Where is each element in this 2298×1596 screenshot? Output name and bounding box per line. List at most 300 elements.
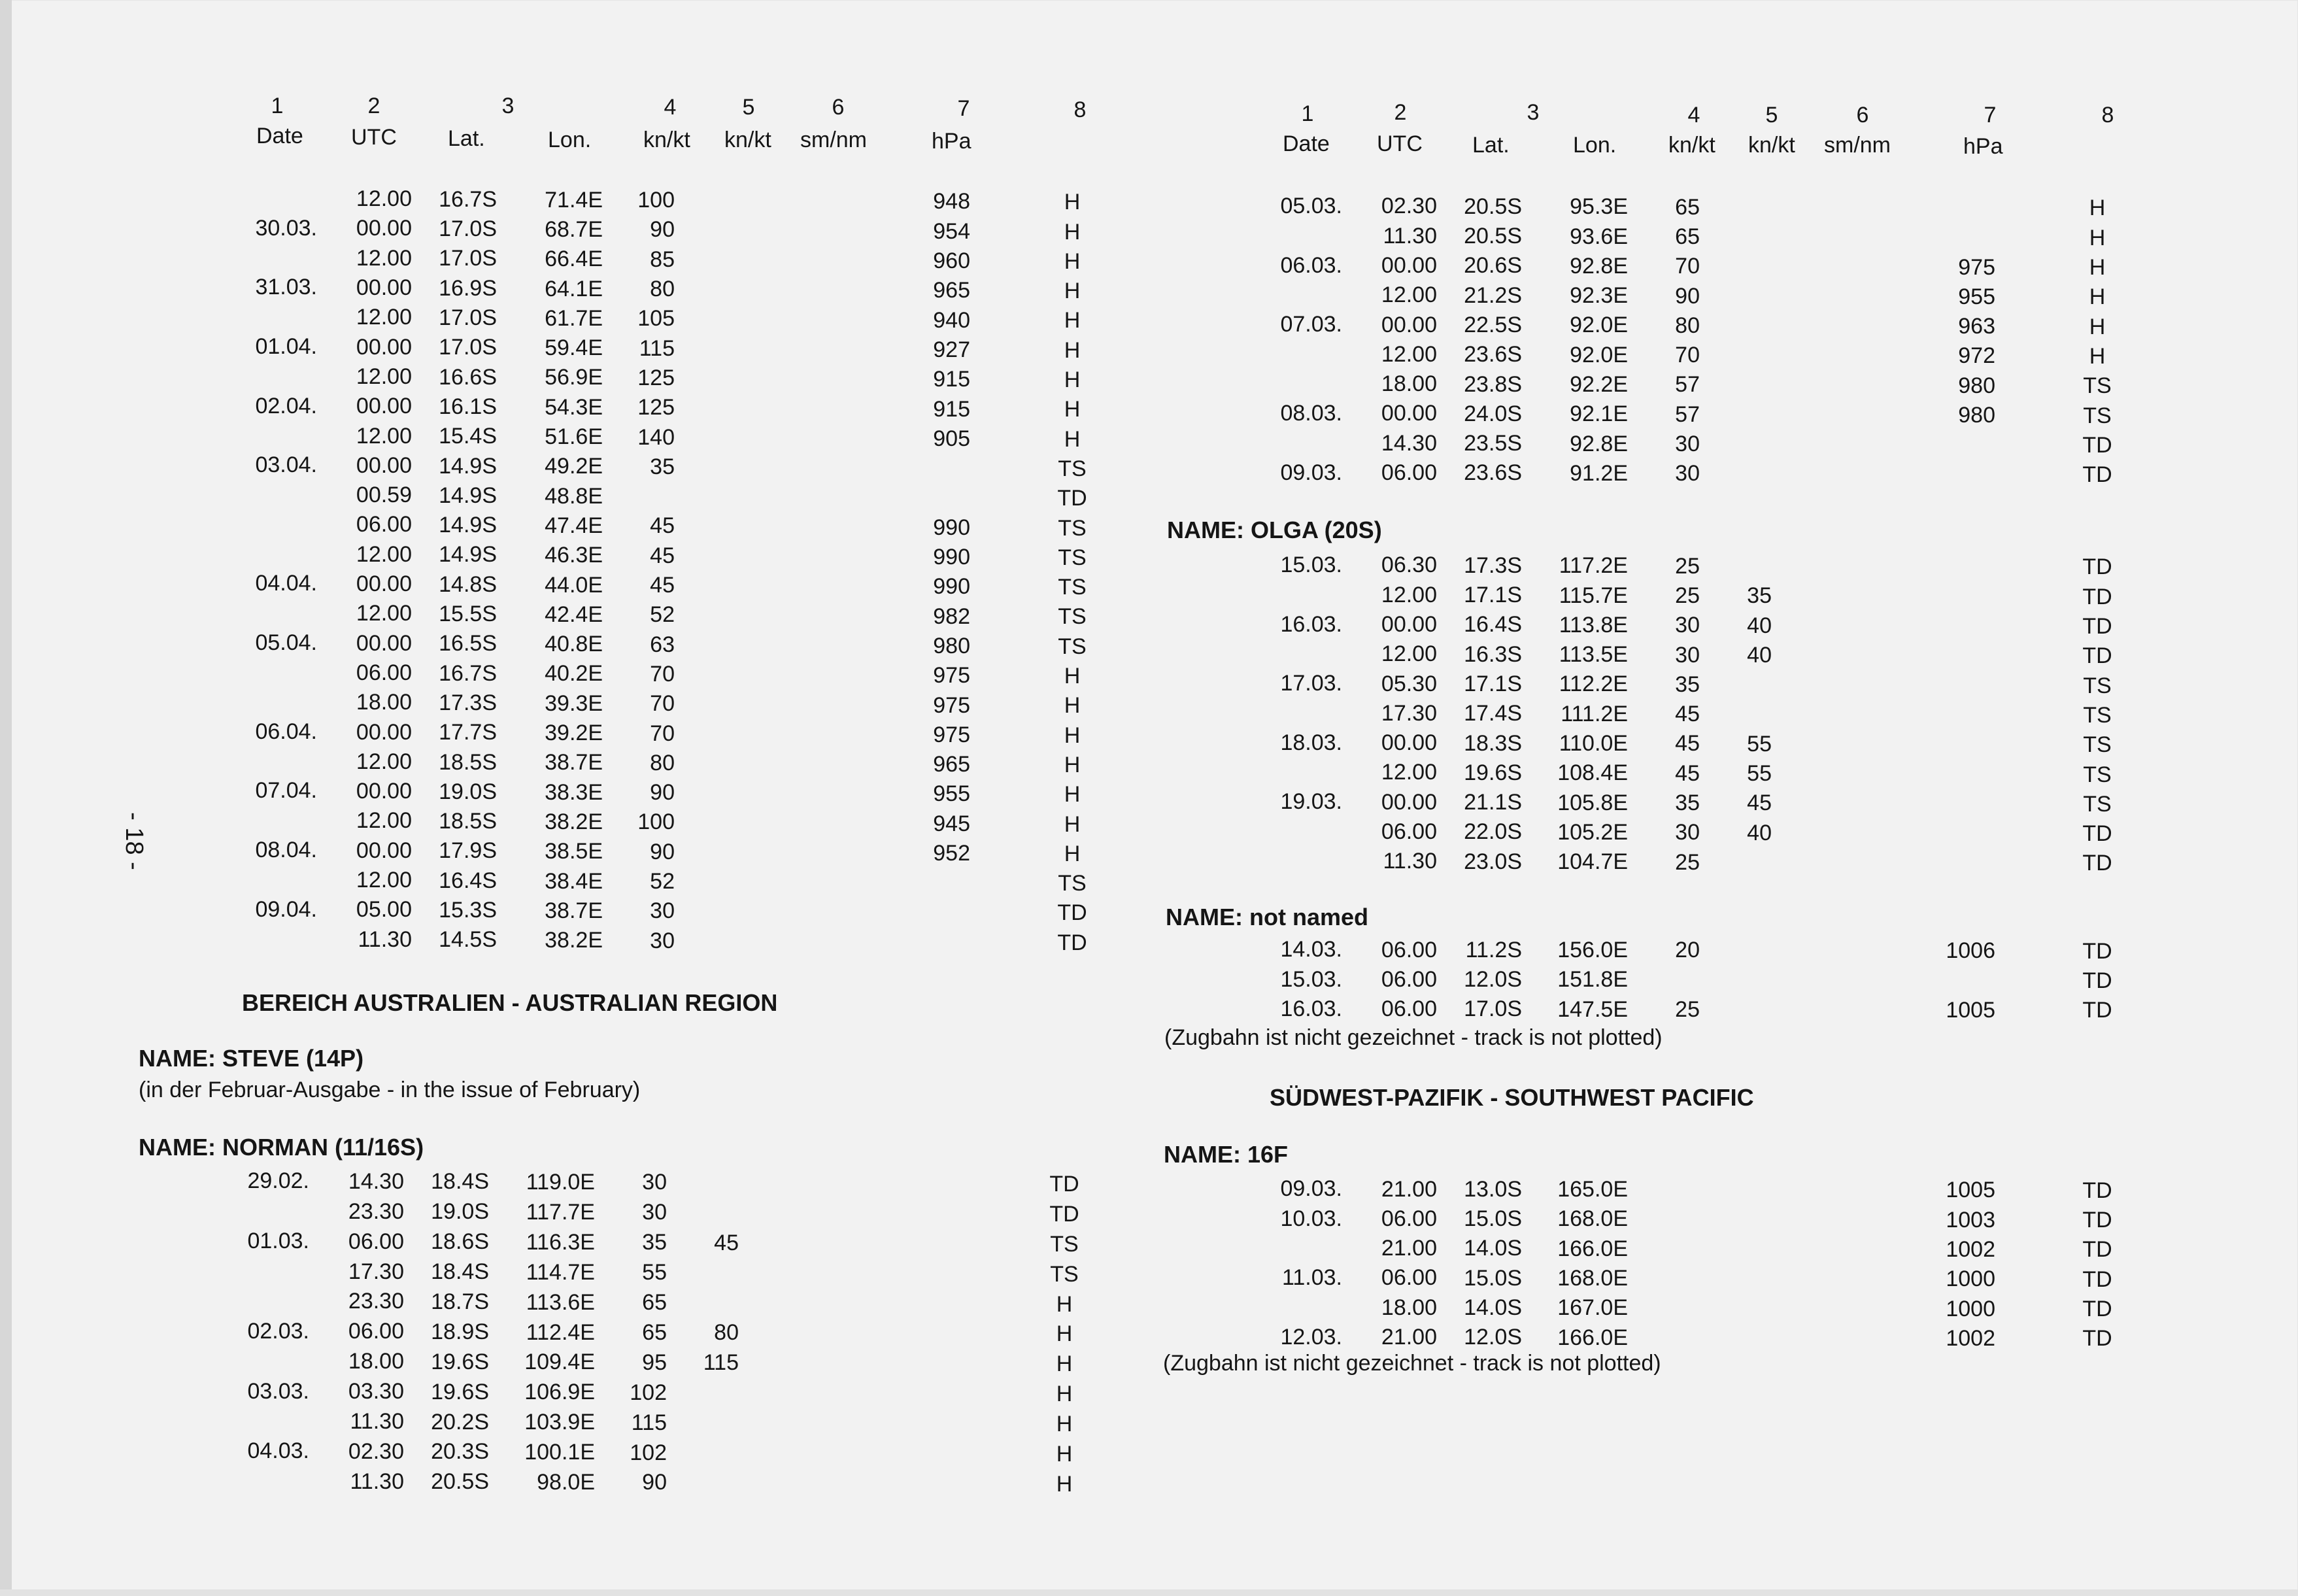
cell-utc: 06.00 (356, 660, 412, 685)
cell-wind: 30 (1675, 432, 1700, 456)
cell-lat: 15.5S (439, 602, 497, 626)
cell-utc: 06.00 (1381, 460, 1437, 486)
cell-lat: 16.6S (439, 364, 497, 390)
cell-wind: 30 (650, 928, 675, 953)
cell-gust: 45 (1747, 790, 1772, 816)
cell-pressure: 1000 (1946, 1266, 1995, 1292)
cell-utc: 23.30 (348, 1198, 404, 1224)
cell-lat: 18.3S (1464, 730, 1522, 756)
cell-pressure: 955 (933, 781, 970, 807)
cell-wind: 30 (642, 1170, 667, 1195)
cell-lat: 21.1S (1464, 790, 1522, 815)
cell-utc: 06.00 (356, 512, 412, 537)
cell-lat: 20.3S (431, 1439, 489, 1465)
cell-category: H (1064, 308, 1081, 333)
cell-lat: 17.1S (1464, 583, 1522, 608)
cell-utc: 14.30 (348, 1168, 404, 1194)
cell-utc: 00.00 (1381, 312, 1437, 337)
cell-lon: 117.7E (526, 1199, 595, 1225)
cell-wind: 57 (1675, 401, 1700, 427)
cell-lon: 104.7E (1557, 849, 1628, 875)
cell-lat: 18.4S (431, 1169, 489, 1195)
cell-lon: 98.0E (537, 1470, 595, 1495)
cell-lat: 17.3S (439, 690, 497, 715)
cell-category: TS (2083, 732, 2112, 758)
cell-utc: 00.00 (356, 779, 412, 804)
cell-wind: 70 (1675, 254, 1700, 279)
col-label-wind-kt: kn/kt (643, 127, 690, 152)
cell-category: TD (1049, 1201, 1079, 1227)
cell-lat: 18.7S (431, 1289, 489, 1314)
cell-lat: 16.4S (1464, 612, 1522, 637)
cell-utc: 14.30 (1381, 430, 1437, 456)
col-number: 6 (1856, 103, 1869, 127)
cell-pressure: 915 (933, 367, 970, 392)
cell-gust: 55 (1747, 731, 1772, 756)
cell-lat: 15.3S (439, 898, 497, 923)
storm-name-olga: NAME: OLGA (20S) (1167, 517, 1382, 543)
col-number: 2 (367, 93, 380, 118)
cell-date: 07.04. (255, 778, 317, 804)
cell-gust: 55 (1747, 761, 1772, 787)
cell-date: 05.04. (255, 630, 317, 655)
cell-lon: 108.4E (1557, 760, 1628, 786)
cell-category: H (1056, 1291, 1073, 1317)
cell-gust: 45 (714, 1230, 739, 1255)
cell-lat: 16.5S (439, 631, 497, 656)
cell-pressure: 965 (933, 278, 970, 303)
cell-wind: 63 (650, 632, 675, 657)
cell-utc: 23.30 (348, 1289, 404, 1314)
cell-wind: 30 (642, 1200, 667, 1225)
cell-utc: 11.30 (358, 926, 412, 952)
cell-wind: 100 (637, 809, 675, 835)
cell-wind: 25 (1675, 997, 1700, 1022)
cell-lat: 17.3S (1464, 552, 1522, 578)
cell-pressure: 960 (933, 248, 970, 274)
col-label-pressure: hPa (1963, 134, 2003, 159)
cell-category: H (1064, 426, 1081, 452)
col-number: 7 (957, 96, 970, 121)
cell-lon: 92.0E (1570, 342, 1628, 367)
cell-utc: 18.00 (356, 690, 412, 715)
col-number: 6 (832, 95, 845, 120)
cell-lat: 19.0S (431, 1199, 489, 1225)
cell-lon: 38.7E (545, 898, 603, 923)
cell-wind: 70 (650, 691, 675, 717)
cell-category: H (2089, 343, 2106, 369)
cell-lat: 23.6S (1464, 342, 1522, 367)
cell-category: H (1064, 279, 1081, 304)
cell-lat: 13.0S (1464, 1176, 1522, 1202)
cell-wind: 90 (642, 1470, 667, 1495)
cell-pressure: 975 (1958, 254, 1995, 280)
track-note: (Zugbahn ist nicht gezeichnet - track is not plotted) (1163, 1351, 1661, 1376)
cell-utc: 17.30 (1381, 700, 1437, 726)
cell-lat: 18.9S (431, 1319, 489, 1344)
cell-lon: 66.4E (545, 246, 603, 272)
cell-lat: 16.7S (439, 660, 497, 686)
cell-utc: 12.00 (356, 868, 412, 893)
cell-utc: 00.00 (356, 452, 412, 478)
cell-date: 12.03. (1280, 1324, 1342, 1350)
cell-wind: 125 (637, 365, 675, 390)
cell-pressure: 952 (933, 841, 970, 866)
cell-utc: 12.00 (1381, 760, 1437, 785)
cell-utc: 00.00 (356, 275, 412, 301)
cell-lat: 17.9S (439, 838, 497, 864)
cell-utc: 00.59 (356, 483, 412, 508)
cell-utc: 18.00 (1381, 1295, 1437, 1320)
col-label-lon: Lon. (548, 127, 592, 152)
cell-lat: 23.5S (1464, 431, 1522, 456)
cell-pressure: 940 (933, 307, 970, 333)
cell-date: 15.03. (1280, 966, 1342, 992)
cell-wind: 70 (1675, 343, 1700, 368)
cell-lat: 14.9S (439, 483, 497, 508)
cell-pressure: 982 (933, 603, 970, 629)
cell-pressure: 990 (933, 545, 970, 570)
cell-utc: 12.00 (356, 808, 412, 834)
cell-category: H (1064, 811, 1081, 837)
cell-lat: 19.6S (1464, 760, 1522, 785)
cell-category: H (1056, 1321, 1073, 1347)
cell-lat: 19.6S (431, 1379, 489, 1404)
cell-wind: 25 (1675, 849, 1700, 875)
cell-category: H (1064, 367, 1081, 392)
cell-lon: 91.2E (1570, 460, 1628, 486)
col-label-pressure: hPa (932, 129, 972, 154)
cell-wind: 35 (642, 1230, 667, 1255)
cell-date: 30.03. (255, 215, 317, 241)
cell-lon: 116.3E (526, 1229, 595, 1255)
cell-date: 05.03. (1280, 193, 1342, 218)
cell-lon: 38.7E (545, 750, 603, 775)
cell-lon: 113.8E (1559, 612, 1628, 637)
cell-lon: 156.0E (1557, 938, 1628, 963)
cell-wind: 20 (1675, 938, 1700, 963)
cell-wind: 102 (630, 1380, 667, 1405)
cell-lat: 11.2S (1465, 937, 1522, 962)
cell-lon: 92.8E (1570, 253, 1628, 279)
cell-lat: 14.9S (439, 513, 497, 538)
cell-lon: 167.0E (1557, 1295, 1628, 1321)
cell-pressure: 1006 (1946, 938, 1995, 964)
cell-lon: 40.2E (545, 661, 603, 687)
col-label-gust-kt: kn/kt (1748, 133, 1795, 158)
cell-lon: 92.3E (1570, 283, 1628, 309)
cell-lon: 100.1E (524, 1440, 595, 1465)
cell-date: 01.04. (255, 333, 317, 359)
cell-category: TD (2082, 432, 2112, 458)
cell-lon: 40.8E (545, 632, 603, 657)
col-number: 8 (2101, 103, 2114, 127)
cell-wind: 30 (1675, 642, 1700, 668)
cell-utc: 00.00 (356, 838, 412, 863)
cell-gust: 40 (1747, 820, 1772, 845)
cell-category: TD (2082, 1237, 2112, 1263)
cell-category: H (1056, 1351, 1073, 1377)
cell-lon: 119.0E (526, 1170, 595, 1195)
cell-category: TD (1057, 930, 1087, 955)
col-label-gust-kt: kn/kt (724, 127, 771, 152)
cell-lat: 17.0S (439, 216, 497, 242)
cell-wind: 30 (650, 898, 675, 924)
cell-wind: 90 (650, 839, 675, 864)
cell-pressure: 927 (933, 337, 970, 362)
cell-pressure: 980 (933, 633, 970, 658)
cell-lon: 44.0E (545, 572, 603, 598)
cell-lat: 20.5S (1464, 194, 1522, 219)
scan-left-edge (0, 0, 12, 1596)
cell-category: TD (2082, 614, 2112, 639)
cell-category: H (1064, 752, 1081, 777)
cell-wind: 125 (637, 395, 675, 420)
cell-date: 09.03. (1280, 460, 1342, 485)
cell-lat: 16.1S (439, 394, 497, 419)
cell-category: TD (2082, 643, 2112, 669)
cell-lon: 68.7E (545, 216, 603, 242)
cell-lat: 16.7S (439, 186, 497, 212)
cell-utc: 00.00 (356, 394, 412, 419)
cell-category: H (1064, 693, 1081, 719)
cell-pressure: 990 (933, 574, 970, 600)
cell-lon: 105.8E (1557, 790, 1628, 815)
cell-lon: 166.0E (1557, 1236, 1628, 1261)
cell-utc: 06.00 (1381, 1206, 1437, 1231)
cell-category: TS (2083, 673, 2112, 698)
cell-lat: 23.8S (1464, 371, 1522, 397)
cell-lon: 47.4E (545, 513, 603, 538)
cell-utc: 12.00 (356, 423, 412, 449)
col-label-lat: Lat. (1472, 133, 1510, 158)
cell-lon: 49.2E (545, 454, 603, 479)
cell-date: 02.04. (255, 393, 317, 418)
cell-pressure: 905 (933, 426, 970, 451)
cell-gust: 40 (1747, 642, 1772, 668)
col-label-wind-kt: kn/kt (1668, 133, 1715, 158)
cell-utc: 12.00 (356, 601, 412, 626)
cell-category: TD (1049, 1171, 1079, 1197)
cell-category: H (1056, 1471, 1073, 1497)
cell-pressure: 948 (933, 189, 970, 214)
col-number: 4 (1687, 103, 1700, 127)
cell-lat: 15.4S (439, 424, 497, 449)
cell-date: 15.03. (1280, 552, 1342, 577)
cell-category: TS (2083, 403, 2112, 428)
cell-lat: 19.6S (431, 1349, 489, 1374)
cell-wind: 55 (642, 1260, 667, 1285)
cell-category: TD (2082, 584, 2112, 609)
cell-utc: 05.30 (1381, 671, 1437, 696)
cell-lon: 38.5E (545, 839, 603, 864)
cell-category: TD (2082, 554, 2112, 580)
cell-date: 17.03. (1280, 671, 1342, 696)
cell-wind: 70 (650, 661, 675, 687)
col-number: 5 (742, 95, 755, 120)
cell-wind: 90 (1675, 283, 1700, 309)
cell-category: TS (1058, 515, 1087, 541)
cell-lon: 95.3E (1570, 194, 1628, 220)
cell-utc: 21.00 (1381, 1176, 1437, 1202)
cell-lat: 14.8S (439, 571, 497, 597)
cell-wind: 30 (1675, 461, 1700, 486)
cell-category: TS (2083, 791, 2112, 817)
cell-pressure: 980 (1958, 373, 1995, 398)
cell-wind: 45 (650, 573, 675, 598)
cell-wind: 80 (650, 277, 675, 302)
col-label-lat: Lat. (448, 126, 485, 151)
cell-lat: 12.0S (1464, 967, 1522, 993)
cell-utc: 11.30 (1383, 849, 1437, 874)
cell-date: 02.03. (247, 1318, 309, 1344)
cell-lon: 39.2E (545, 721, 603, 745)
cell-wind: 45 (1675, 731, 1700, 756)
cell-wind: 35 (1675, 671, 1700, 697)
cell-pressure: 975 (933, 663, 970, 688)
cell-lat: 24.0S (1464, 401, 1522, 426)
cell-category: H (1064, 722, 1081, 748)
cell-lon: 59.4E (545, 335, 603, 361)
cell-wind: 45 (1675, 702, 1700, 727)
cell-lon: 168.0E (1557, 1206, 1628, 1232)
cell-lon: 111.2E (1561, 701, 1628, 726)
cell-lon: 110.0E (1559, 731, 1628, 756)
cell-lon: 114.7E (526, 1259, 595, 1285)
cell-lat: 20.6S (1464, 253, 1522, 279)
cell-gust: 80 (714, 1320, 739, 1346)
cell-lat: 14.0S (1464, 1236, 1522, 1261)
cell-category: TS (1058, 456, 1087, 481)
cell-utc: 00.00 (356, 216, 412, 241)
cell-lon: 38.2E (545, 928, 603, 953)
cell-category: TD (2082, 1266, 2112, 1292)
col-number: 8 (1073, 97, 1087, 122)
cell-category: TD (2082, 938, 2112, 964)
cell-pressure: 1002 (1946, 1325, 1995, 1351)
cell-lat: 22.5S (1464, 312, 1522, 337)
storm-note-steve: (in der Februar-Ausgabe - in the issue of February) (139, 1078, 641, 1102)
cell-utc: 06.00 (1381, 1265, 1437, 1291)
cell-category: H (1056, 1412, 1073, 1437)
cell-category: H (1064, 841, 1081, 866)
cell-utc: 12.00 (1381, 641, 1437, 667)
cell-wind: 105 (637, 306, 675, 331)
col-number: 1 (271, 93, 284, 118)
cell-lat: 18.6S (431, 1229, 489, 1255)
cell-lat: 17.0S (439, 335, 497, 360)
cell-wind: 95 (642, 1350, 667, 1375)
cell-date: 29.02. (247, 1168, 309, 1194)
cell-category: TD (2082, 462, 2112, 488)
cell-lon: 92.8E (1570, 431, 1628, 456)
cell-pressure: 1000 (1946, 1296, 1995, 1321)
cell-utc: 12.00 (356, 245, 412, 271)
cell-wind: 65 (642, 1319, 667, 1345)
cell-category: H (1064, 782, 1081, 807)
cell-wind: 45 (650, 543, 675, 568)
cell-lon: 168.0E (1557, 1266, 1628, 1291)
storm-name-not-named: NAME: not named (1166, 904, 1368, 930)
storm-name-16f: NAME: 16F (1164, 1141, 1289, 1168)
cell-utc: 06.00 (348, 1229, 404, 1254)
cell-lat: 23.6S (1464, 460, 1522, 486)
cell-pressure: 915 (933, 396, 970, 422)
cell-utc: 21.00 (1381, 1236, 1437, 1261)
cell-lat: 15.0S (1464, 1265, 1522, 1291)
cell-utc: 06.00 (1381, 996, 1437, 1022)
cell-category: H (2089, 225, 2106, 250)
cell-wind: 65 (1675, 224, 1700, 249)
cell-lat: 17.0S (439, 305, 497, 330)
cell-wind: 140 (637, 424, 675, 450)
cell-wind: 35 (1675, 790, 1700, 815)
cell-utc: 05.00 (356, 897, 412, 923)
cell-date: 31.03. (255, 275, 317, 300)
cell-pressure: 975 (933, 692, 970, 718)
cell-lon: 147.5E (1557, 996, 1628, 1022)
cell-date: 11.03. (1281, 1265, 1342, 1291)
cell-category: TS (1058, 871, 1087, 896)
cell-category: H (2089, 255, 2106, 280)
cell-category: TD (2082, 998, 2112, 1023)
cell-utc: 12.00 (356, 364, 412, 389)
cell-utc: 00.00 (1381, 611, 1437, 637)
cell-wind: 115 (631, 1410, 667, 1435)
cell-lat: 19.0S (439, 779, 497, 804)
cell-category: TD (1057, 486, 1087, 511)
cell-lon: 48.8E (545, 483, 603, 509)
cell-utc: 06.00 (348, 1319, 404, 1344)
cell-category: TD (2082, 821, 2112, 847)
cell-wind: 70 (650, 721, 675, 746)
cell-category: H (2089, 195, 2106, 221)
cell-category: H (2089, 314, 2106, 339)
cell-date: 07.03. (1280, 312, 1342, 337)
cell-category: TD (2082, 851, 2112, 876)
cell-wind: 100 (637, 188, 675, 213)
cell-utc: 12.00 (356, 305, 412, 330)
storm-name-steve: NAME: STEVE (14P) (139, 1045, 364, 1072)
cell-lon: 92.1E (1570, 401, 1628, 427)
cell-lon: 51.6E (545, 424, 603, 449)
storm-name-norman: NAME: NORMAN (11/16S) (139, 1134, 424, 1161)
cell-date: 16.03. (1280, 996, 1342, 1021)
cell-category: H (1064, 248, 1081, 274)
cell-utc: 00.00 (356, 630, 412, 656)
cell-category: H (1064, 190, 1081, 215)
scan-bottom-edge (0, 1589, 2298, 1596)
cell-utc: 03.30 (348, 1379, 404, 1404)
cell-utc: 11.30 (350, 1409, 404, 1435)
cell-date: 06.04. (255, 719, 317, 744)
cell-lon: 61.7E (545, 305, 603, 331)
col-number: 7 (1984, 103, 1997, 127)
cell-wind: 57 (1675, 372, 1700, 398)
cell-category: H (1056, 1382, 1073, 1407)
cell-lon: 151.8E (1557, 967, 1628, 993)
cell-category: TS (1058, 634, 1087, 659)
cell-wind: 85 (650, 246, 675, 272)
cell-utc: 21.00 (1381, 1325, 1437, 1350)
cell-lat: 17.0S (439, 246, 497, 271)
track-note: (Zugbahn ist nicht gezeichnet - track is not plotted) (1164, 1025, 1663, 1050)
cell-pressure: 975 (933, 722, 970, 747)
cell-lon: 38.3E (545, 779, 603, 805)
cell-date: 04.04. (255, 571, 317, 596)
col-number: 3 (501, 93, 515, 118)
cell-utc: 11.30 (350, 1469, 404, 1494)
